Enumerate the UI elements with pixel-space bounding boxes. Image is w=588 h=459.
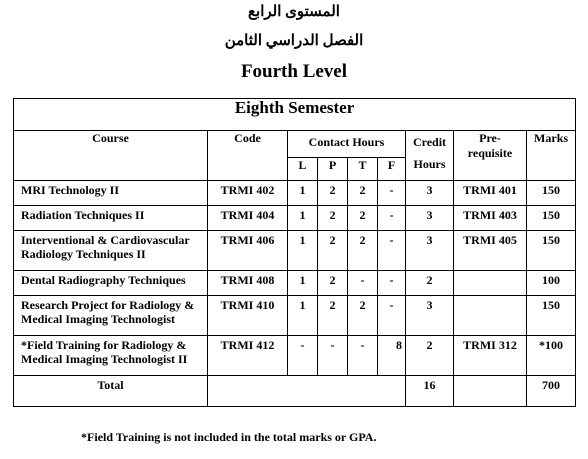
prerequisite: TRMI 403: [454, 206, 527, 231]
course-name: Interventional & Cardiovascular Radiology Techniques II: [14, 231, 208, 271]
practical-hours: -: [318, 336, 348, 376]
lecture-hours: 1: [288, 271, 318, 296]
practical-hours: 2: [318, 181, 348, 206]
header-prerequisite-line2: requisite: [467, 146, 513, 160]
marks: 100: [527, 271, 576, 296]
course-code: TRMI 402: [208, 181, 288, 206]
tutorial-hours: 2: [348, 181, 378, 206]
table-row: [14, 336, 576, 376]
field-hours: -: [378, 296, 406, 336]
lecture-hours: 1: [288, 231, 318, 271]
credit-hours: 2: [406, 271, 454, 296]
semester-title-row: [14, 99, 576, 131]
practical-hours: 2: [318, 271, 348, 296]
header-marks: Marks: [527, 131, 576, 181]
header-row: [14, 131, 576, 158]
field-hours: -: [378, 271, 406, 296]
header-l: L: [288, 158, 318, 181]
lecture-hours: -: [288, 336, 318, 376]
header-course: Course: [14, 131, 208, 181]
tutorial-hours: -: [348, 336, 378, 376]
total-blank: [208, 376, 406, 407]
semester-title: Eighth Semester: [14, 99, 576, 131]
total-prereq-blank: [454, 376, 527, 407]
credit-hours: 3: [406, 231, 454, 271]
header-credit: Credit: [412, 135, 447, 149]
marks: *100: [527, 336, 576, 376]
lecture-hours: 1: [288, 296, 318, 336]
header-p: P: [318, 158, 348, 181]
header-hours: Hours: [413, 157, 446, 171]
lecture-hours: 1: [288, 206, 318, 231]
tutorial-hours: 2: [348, 231, 378, 271]
credit-hours: 3: [406, 206, 454, 231]
header-code: Code: [208, 131, 288, 181]
credit-hours: 3: [406, 296, 454, 336]
field-hours: -: [378, 231, 406, 271]
level-title: Fourth Level: [240, 61, 348, 82]
tutorial-hours: -: [348, 271, 378, 296]
practical-hours: 2: [318, 206, 348, 231]
course-code: TRMI 404: [208, 206, 288, 231]
prerequisite: TRMI 312: [454, 336, 527, 376]
prerequisite: TRMI 405: [454, 231, 527, 271]
course-code: TRMI 406: [208, 231, 288, 271]
marks: 150: [527, 206, 576, 231]
credit-hours: 2: [406, 336, 454, 376]
tutorial-hours: 2: [348, 206, 378, 231]
course-code: TRMI 408: [208, 271, 288, 296]
header-credit-hours: [406, 131, 454, 181]
course-name: Radiation Techniques II: [14, 206, 208, 231]
credit-hours: 3: [406, 181, 454, 206]
header-prerequisite-line1: Pre-: [479, 131, 501, 145]
course-name: MRI Technology II: [14, 181, 208, 206]
course-code: TRMI 410: [208, 296, 288, 336]
header-t: T: [348, 158, 378, 181]
marks: 150: [527, 296, 576, 336]
course-name: Research Project for Radiology & Medical Imaging Technologist: [14, 296, 208, 336]
field-hours: -: [378, 181, 406, 206]
header-prerequisite: [454, 131, 527, 181]
total-marks: 700: [527, 376, 576, 407]
total-credit: 16: [406, 376, 454, 407]
prerequisite: [454, 296, 527, 336]
field-hours: -: [378, 206, 406, 231]
total-row: [14, 376, 576, 407]
table-row: [14, 296, 576, 336]
field-hours: 8: [378, 336, 406, 376]
course-schedule-table: [13, 98, 576, 407]
header-f: F: [378, 158, 406, 181]
tutorial-hours: 2: [348, 296, 378, 336]
table-row: [14, 206, 576, 231]
course-name: Dental Radiography Techniques: [14, 271, 208, 296]
arabic-level-title: المستوى الرابع: [248, 4, 340, 20]
practical-hours: 2: [318, 296, 348, 336]
table-row: [14, 231, 576, 271]
marks: 150: [527, 231, 576, 271]
course-name: *Field Training for Radiology & Medical Imaging Technologist II: [14, 336, 208, 376]
header-contact-hours: Contact Hours: [288, 131, 406, 158]
footnote: *Field Training is not included in the total marks or GPA.: [81, 430, 377, 444]
prerequisite: [454, 271, 527, 296]
total-label: Total: [14, 376, 208, 407]
table-row: [14, 181, 576, 206]
arabic-semester-title: الفصل الدراسي الثامن: [224, 33, 364, 49]
lecture-hours: 1: [288, 181, 318, 206]
course-code: TRMI 412: [208, 336, 288, 376]
prerequisite: TRMI 401: [454, 181, 527, 206]
table-row: [14, 271, 576, 296]
marks: 150: [527, 181, 576, 206]
practical-hours: 2: [318, 231, 348, 271]
